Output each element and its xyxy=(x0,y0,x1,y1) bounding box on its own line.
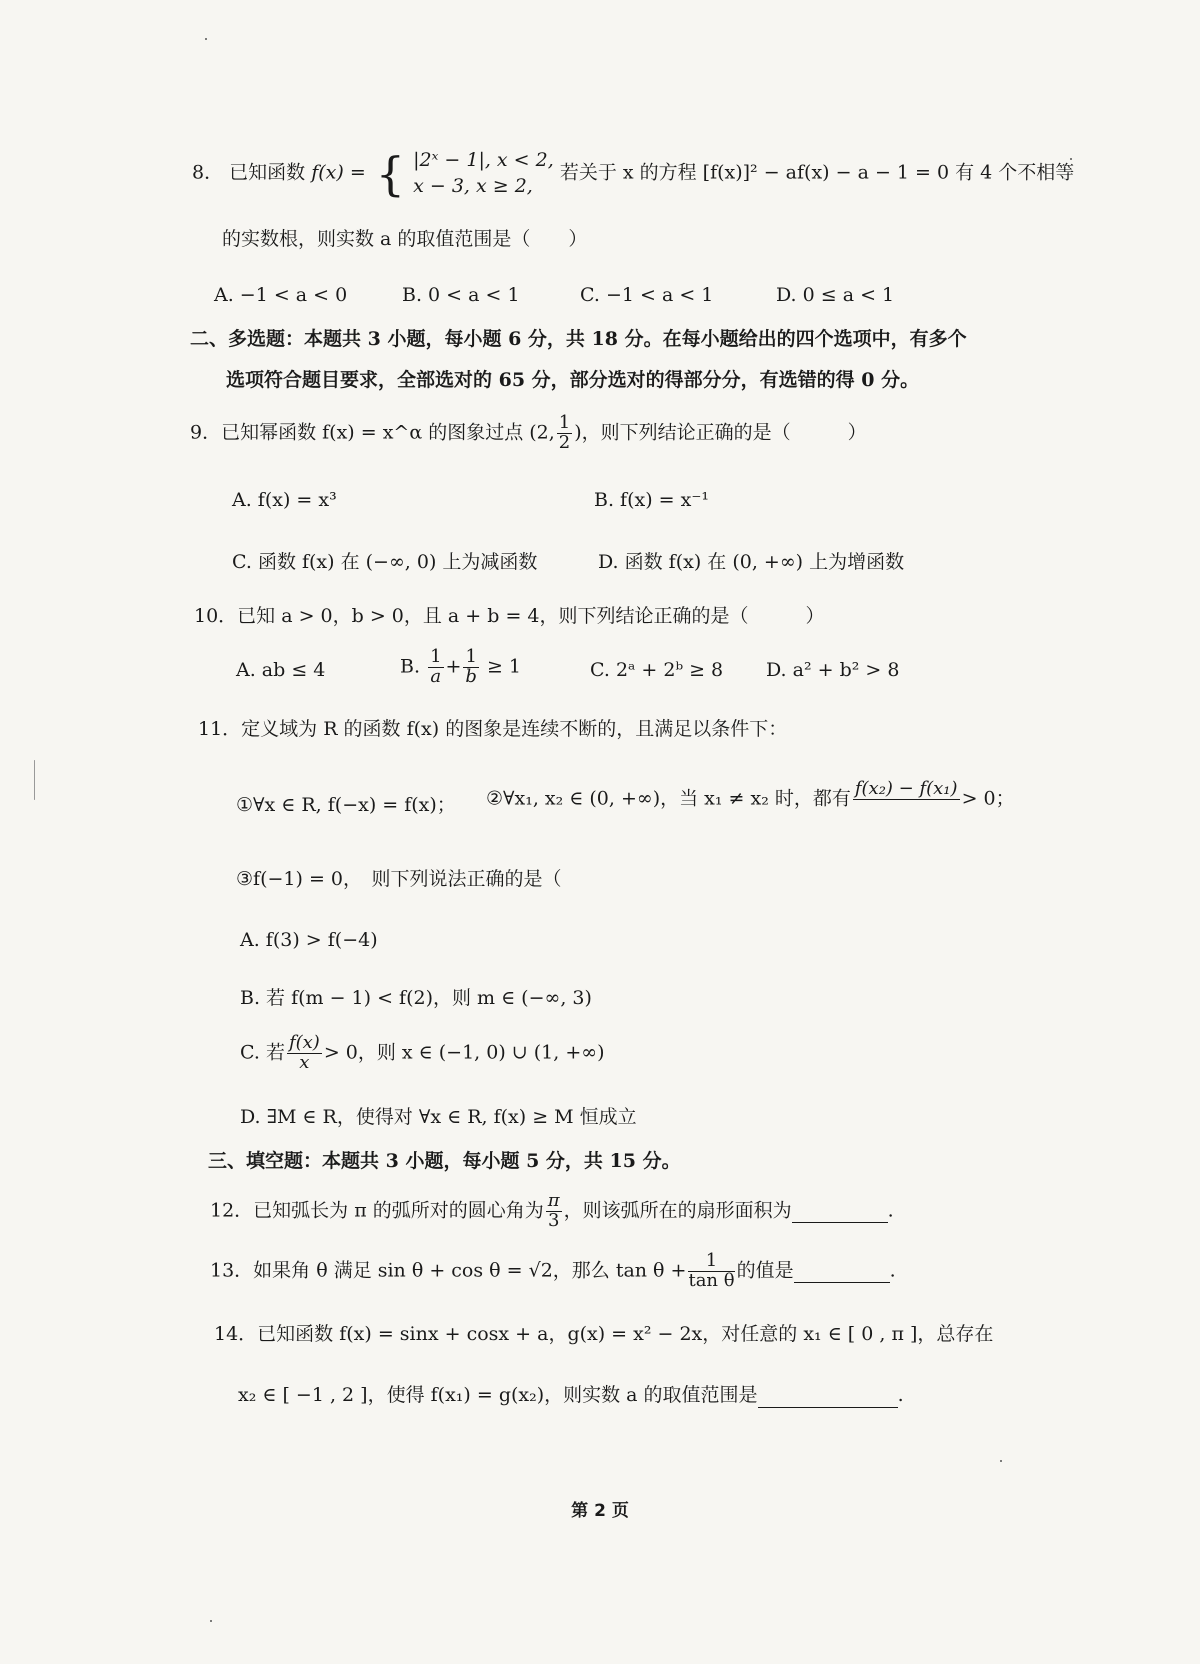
q11-c-fraction xyxy=(287,1034,322,1073)
q13-answer-blank[interactable] xyxy=(794,1259,890,1283)
q14-line2-text: x₂ ∈ [ −1 , 2 ]，使得 f(x₁) = g(x₂)，则实数 a 的取值范围是 xyxy=(238,1384,758,1406)
section2-line1: 二、多选题：本题共 3 小题，每小题 6 分，共 18 分。在每小题给出的四个选项中，有多个 xyxy=(190,328,967,350)
q14-end: . xyxy=(897,1384,904,1406)
q12-answer-blank[interactable] xyxy=(792,1199,888,1223)
q11-option-d: D. ∃M ∈ R，使得对 ∀x ∈ R, f(x) ≥ M 恒成立 xyxy=(240,1106,637,1128)
q13-end: . xyxy=(889,1259,896,1282)
q11-option-b: B. 若 f(m − 1) < f(2)，则 m ∈ (−∞, 3) xyxy=(240,987,592,1009)
scan-speck xyxy=(210,1620,212,1622)
q11-condition2 xyxy=(486,780,1015,819)
q10-b-den1: a xyxy=(430,665,442,687)
q8-line2: 的实数根，则实数 a 的取值范围是（ ） xyxy=(222,228,588,250)
q8-case1: |2ˣ − 1|, x < 2, xyxy=(413,149,554,171)
q10-option-b: B. $\frac{1}{a}$ + $\frac{1}{b}$ ≥ 1 xyxy=(400,646,521,687)
q9-frac-den: 2 xyxy=(558,431,571,453)
q8-number: 8． xyxy=(192,161,224,184)
q11-c-den: x xyxy=(299,1051,310,1073)
q10-option-a: A. ab ≤ 4 xyxy=(236,659,326,681)
q11-c2-prefix: ②∀x₁, x₂ ∈ (0, +∞)，当 x₁ ≠ x₂ 时，都有 xyxy=(486,787,851,810)
q12-post: ，则该弧所在的扇形面积为 xyxy=(563,1199,792,1222)
q8-option-d: D. 0 ≤ a < 1 xyxy=(776,284,895,306)
q8-option-a: A. −1 < a < 0 xyxy=(214,284,348,306)
q8-option-b: B. 0 < a < 1 xyxy=(402,284,520,306)
q10-b-num2: 1 xyxy=(465,646,477,667)
q11-c2-den xyxy=(853,800,960,819)
section3-heading: 三、填空题：本题共 3 小题，每小题 5 分，共 15 分。 xyxy=(208,1150,681,1172)
q9-option-a: A. f(x) = x³ xyxy=(232,489,337,511)
q8-cases xyxy=(413,148,554,199)
q11-option-a: A. f(3) > f(−4) xyxy=(240,929,378,951)
q10-stem: 10．已知 a > 0，b > 0，且 a + b = 4，则下列结论正确的是（ ） xyxy=(194,605,825,627)
q11-c2-fraction xyxy=(853,780,960,819)
q9-prefix: 9．已知幂函数 f(x) = x^α 的图象过点 (2, xyxy=(190,421,555,444)
q11-c-prefix: C. 若 xyxy=(240,1041,285,1064)
q10-option-c: C. 2ᵃ + 2ᵇ ≥ 8 xyxy=(590,659,724,681)
q10-b-frac2 xyxy=(463,648,478,687)
q10-b-num1: 1 xyxy=(430,646,442,667)
q12-num: π xyxy=(547,1190,560,1211)
q9-option-d: D. 函数 f(x) 在 (0, +∞) 上为增函数 xyxy=(598,551,905,573)
q8-option-c: C. −1 < a < 1 xyxy=(580,284,714,306)
q10-b-label: B. xyxy=(400,655,421,678)
q9-fraction xyxy=(557,414,572,453)
q11-c-num: f(x) xyxy=(288,1032,320,1053)
q9-frac-num: 1 xyxy=(558,412,571,433)
q11-c2-num: f(x₂) − f(x₁) xyxy=(854,778,958,799)
q13-fraction xyxy=(688,1252,734,1291)
q14-line1: 14．已知函数 f(x) = sinx + cosx + a，g(x) = x² − 2x，对任意的 x₁ ∈ [ 0 , π ]，总存在 xyxy=(214,1323,994,1345)
q11-c2-post: > 0； xyxy=(961,787,1015,810)
scan-speck xyxy=(1000,1460,1002,1462)
q13-den: tan θ xyxy=(688,1269,735,1291)
q8-post: 若关于 x 的方程 [f(x)]² − af(x) − a − 1 = 0 有 4 个不相等 xyxy=(559,161,1075,184)
q8-case2: x − 3, x ≥ 2, xyxy=(413,174,533,197)
q9-post: )，则下列结论正确的是（ ） xyxy=(574,421,867,444)
q11-condition1: ①∀x ∈ R, f(−x) = f(x)； xyxy=(236,794,456,816)
q14-answer-blank[interactable] xyxy=(758,1384,898,1408)
q8-fx: f(x) = xyxy=(311,161,366,184)
q14-line2 xyxy=(238,1384,904,1408)
scan-speck xyxy=(1070,158,1072,160)
q12-stem xyxy=(210,1192,894,1231)
q8-brace: { xyxy=(375,146,406,201)
scan-speck xyxy=(205,38,207,40)
q12-fraction xyxy=(546,1192,562,1231)
q8-line1 xyxy=(192,148,1074,199)
q12-prefix: 12．已知弧长为 π 的弧所对的圆心角为 xyxy=(210,1199,544,1222)
q11-stem: 11．定义域为 R 的函数 f(x) 的图象是连续不断的，且满足以条件下： xyxy=(198,718,788,740)
page-number: 第 2 页 xyxy=(571,1501,629,1521)
q13-post: 的值是 xyxy=(736,1259,794,1282)
q12-end: . xyxy=(887,1199,894,1222)
q13-stem xyxy=(210,1252,896,1291)
q11-option-c xyxy=(240,1034,605,1073)
q8-prefix: 已知函数 xyxy=(229,161,306,184)
q11-c-post: > 0，则 x ∈ (−1, 0) ∪ (1, +∞) xyxy=(323,1041,605,1064)
q9-option-b: B. f(x) = x⁻¹ xyxy=(594,489,709,511)
scan-edge-mark xyxy=(34,760,35,800)
q13-num: 1 xyxy=(688,1252,734,1272)
q12-den: 3 xyxy=(547,1209,560,1231)
q10-b-post: ≥ 1 xyxy=(486,655,521,678)
q13-prefix: 13．如果角 θ 满足 sin θ + cos θ = √2，那么 tan θ + xyxy=(210,1259,687,1282)
q11-condition3: ③f(−1) = 0， 则下列说法正确的是（ xyxy=(236,868,562,890)
q9-option-c: C. 函数 f(x) 在 (−∞, 0) 上为减函数 xyxy=(232,551,538,573)
q10-option-d: D. a² + b² > 8 xyxy=(766,659,900,681)
q9-stem xyxy=(190,414,867,453)
section2-line2: 选项符合题目要求，全部选对的 65 分，部分选对的得部分分，有选错的得 0 分。 xyxy=(226,369,920,391)
q10-b-frac1 xyxy=(428,648,443,687)
q10-b-den2: b xyxy=(465,665,477,687)
